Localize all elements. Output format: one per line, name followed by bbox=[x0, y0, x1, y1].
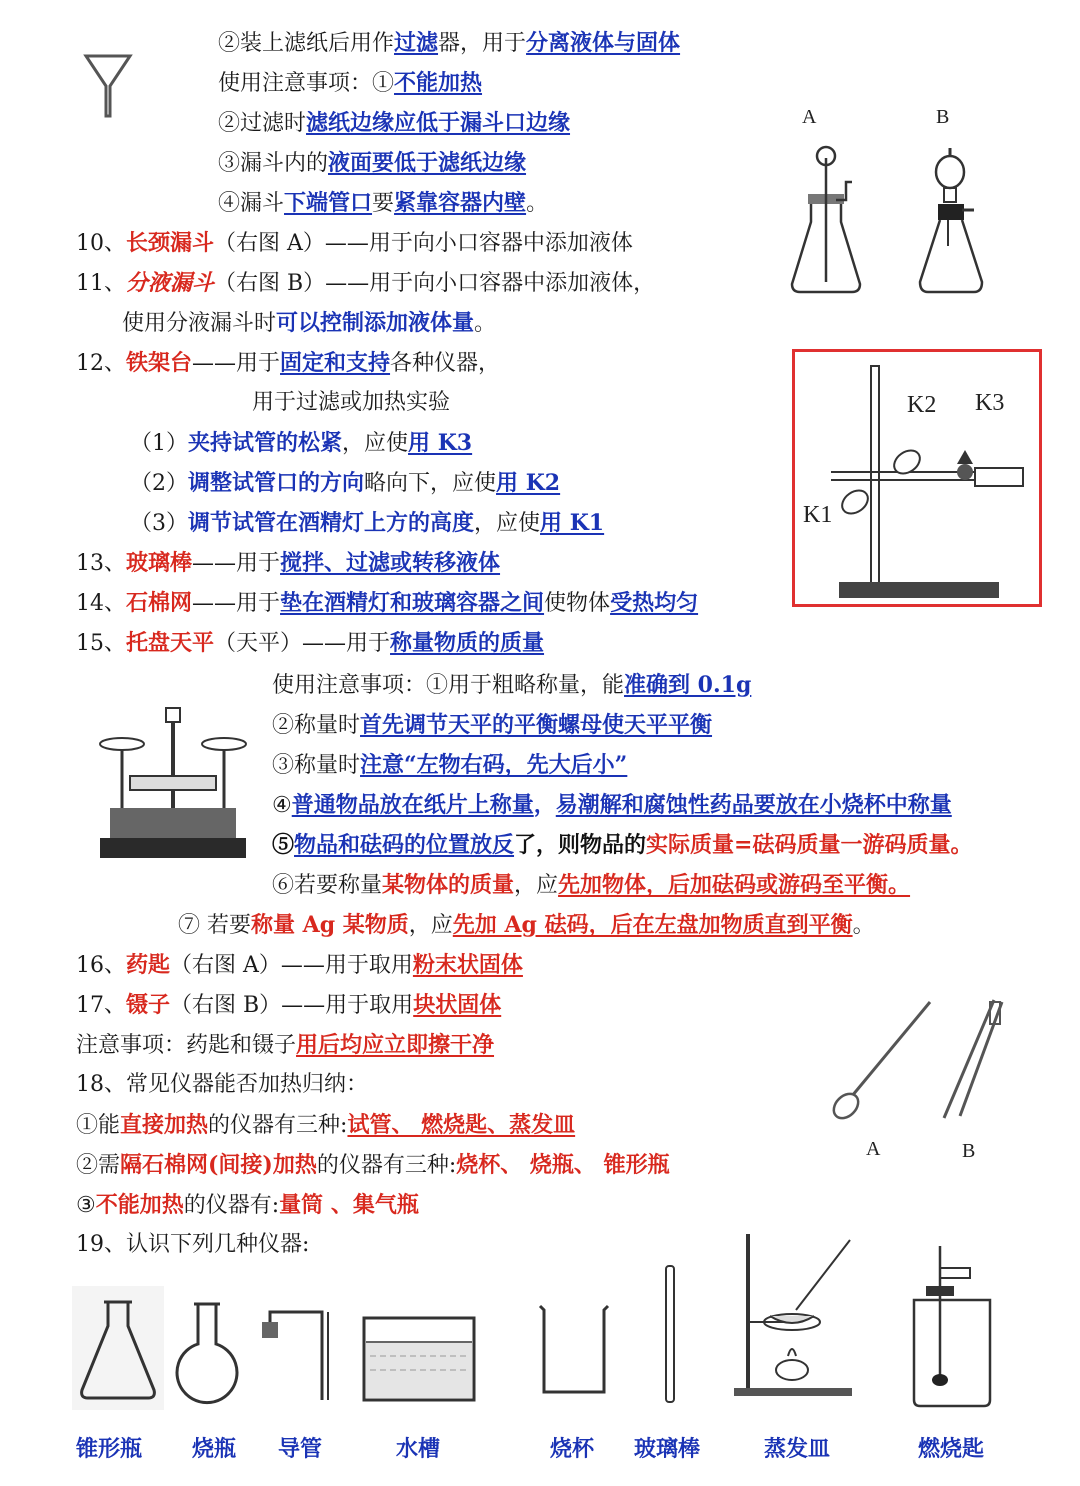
funnel-line-4: ③漏斗内的液面要低于滤纸边缘 bbox=[218, 150, 527, 176]
item-19-title: 19、认识下列几种仪器: bbox=[76, 1232, 310, 1257]
tweezers-label: B bbox=[962, 1140, 976, 1162]
balance-figure bbox=[96, 700, 250, 862]
funnel-line-2: 使用注意事项：①不能加热 bbox=[218, 70, 483, 96]
item-15-note-3: ③称量时注意“左物右码，先大后小” bbox=[272, 752, 628, 778]
item-15-note-6: ⑥若要称量某物体的质量，应先加物体，后加砝码或游码至平衡。 bbox=[272, 872, 911, 898]
item-15-note-5: ⑤物品和砝码的位置放反了，则物品的实际质量=砝码质量一游码质量。 bbox=[272, 832, 973, 858]
item-18-row-1: ①能直接加热的仪器有三种:试管、 燃烧匙、蒸发皿 bbox=[76, 1112, 576, 1138]
item-10: 10、长颈漏斗（右图 A）——用于向小口容器中添加液体 bbox=[76, 230, 633, 256]
water-trough-figure bbox=[360, 1312, 478, 1404]
erlenmeyer-flask-figure bbox=[72, 1286, 164, 1410]
long-neck-funnel-flask-figure bbox=[786, 142, 866, 298]
k1-label: K1 bbox=[803, 502, 833, 528]
k3-label: K3 bbox=[975, 390, 1005, 416]
caption-glass-rod: 玻璃棒 bbox=[634, 1437, 701, 1462]
item-13: 13、玻璃棒——用于搅拌、过滤或转移液体 bbox=[76, 550, 501, 576]
figure-label-b: B bbox=[936, 106, 950, 128]
caption-erlenmeyer-flask: 锥形瓶 bbox=[76, 1437, 143, 1462]
item-12-line-2: 用于过滤或加热实验 bbox=[252, 390, 451, 415]
caption-water-trough: 水槽 bbox=[396, 1437, 441, 1462]
item-15-note-1: 使用注意事项：①用于粗略称量，能准确到 0.1g bbox=[272, 672, 752, 698]
combustion-spoon-figure bbox=[900, 1244, 1004, 1410]
item-18-title: 18、常见仪器能否加热归纳： bbox=[76, 1072, 368, 1097]
separatory-funnel-flask-figure bbox=[912, 142, 994, 298]
item-18-row-3: ③不能加热的仪器有:量筒 、集气瓶 bbox=[76, 1192, 419, 1218]
caption-evaporating-dish: 蒸发皿 bbox=[764, 1437, 831, 1462]
item-17: 17、镊子（右图 B）——用于取用块状固体 bbox=[76, 992, 502, 1018]
beaker-figure bbox=[534, 1300, 614, 1400]
item-15-note-4: ④普通物品放在纸片上称量，易潮解和腐蚀性药品要放在小烧杯中称量 bbox=[272, 792, 952, 818]
item-11-line-2: 使用分液漏斗时可以控制添加液体量。 bbox=[122, 310, 497, 336]
caption-beaker: 烧杯 bbox=[550, 1437, 595, 1462]
funnel-line-1: ②装上滤纸后用作过滤器，用于分离液体与固体 bbox=[218, 30, 681, 56]
item-17-note: 注意事项：药匙和镊子用后均应立即擦干净 bbox=[76, 1032, 495, 1058]
iron-stand-figure bbox=[792, 349, 1042, 607]
item-15-note-2: ②称量时首先调节天平的平衡螺母使天平平衡 bbox=[272, 712, 713, 738]
k2-label: K2 bbox=[907, 392, 937, 418]
glass-rod-figure bbox=[662, 1264, 678, 1404]
item-12-sub-1: （1）夹持试管的松紧，应使用 K3 bbox=[130, 430, 473, 456]
item-18-row-2: ②需隔石棉网(间接)加热的仪器有三种:烧杯、 烧瓶、 锥形瓶 bbox=[76, 1152, 670, 1178]
funnel-line-3: ②过滤时滤纸边缘应低于漏斗口边缘 bbox=[218, 110, 571, 136]
item-11: 11、分液漏斗（右图 B）——用于向小口容器中添加液体， bbox=[76, 270, 656, 296]
spoon-label: A bbox=[866, 1138, 881, 1160]
item-12-sub-3: （3）调节试管在酒精灯上方的高度，应使用 K1 bbox=[130, 510, 605, 536]
item-15: 15、托盘天平（天平）——用于称量物质的质量 bbox=[76, 630, 545, 656]
item-14: 14、石棉网——用于垫在酒精灯和玻璃容器之间使物体受热均匀 bbox=[76, 590, 699, 616]
funnel-figure bbox=[82, 52, 134, 118]
conduit-tube-figure bbox=[256, 1304, 336, 1404]
spoon-tweezers-figure bbox=[826, 996, 1016, 1126]
caption-round-flask: 烧瓶 bbox=[192, 1437, 237, 1462]
caption-conduit: 导管 bbox=[278, 1437, 323, 1462]
item-16: 16、药匙（右图 A）——用于取用粉末状固体 bbox=[76, 952, 523, 978]
round-flask-figure bbox=[170, 1300, 244, 1412]
item-12: 12、铁架台——用于固定和支持各种仪器， bbox=[76, 350, 501, 376]
evaporating-dish-figure bbox=[730, 1230, 856, 1400]
funnel-line-5: ④漏斗下端管口要紧靠容器内壁。 bbox=[218, 190, 549, 216]
caption-combustion-spoon: 燃烧匙 bbox=[918, 1437, 985, 1462]
item-15-note-7: ⑦ 若要称量 Ag 某物质，应先加 Ag 砝码，后在左盘加物质直到平衡。 bbox=[178, 912, 875, 938]
figure-label-a: A bbox=[802, 106, 817, 128]
item-12-sub-2: （2）调整试管口的方向略向下，应使用 K2 bbox=[130, 470, 561, 496]
